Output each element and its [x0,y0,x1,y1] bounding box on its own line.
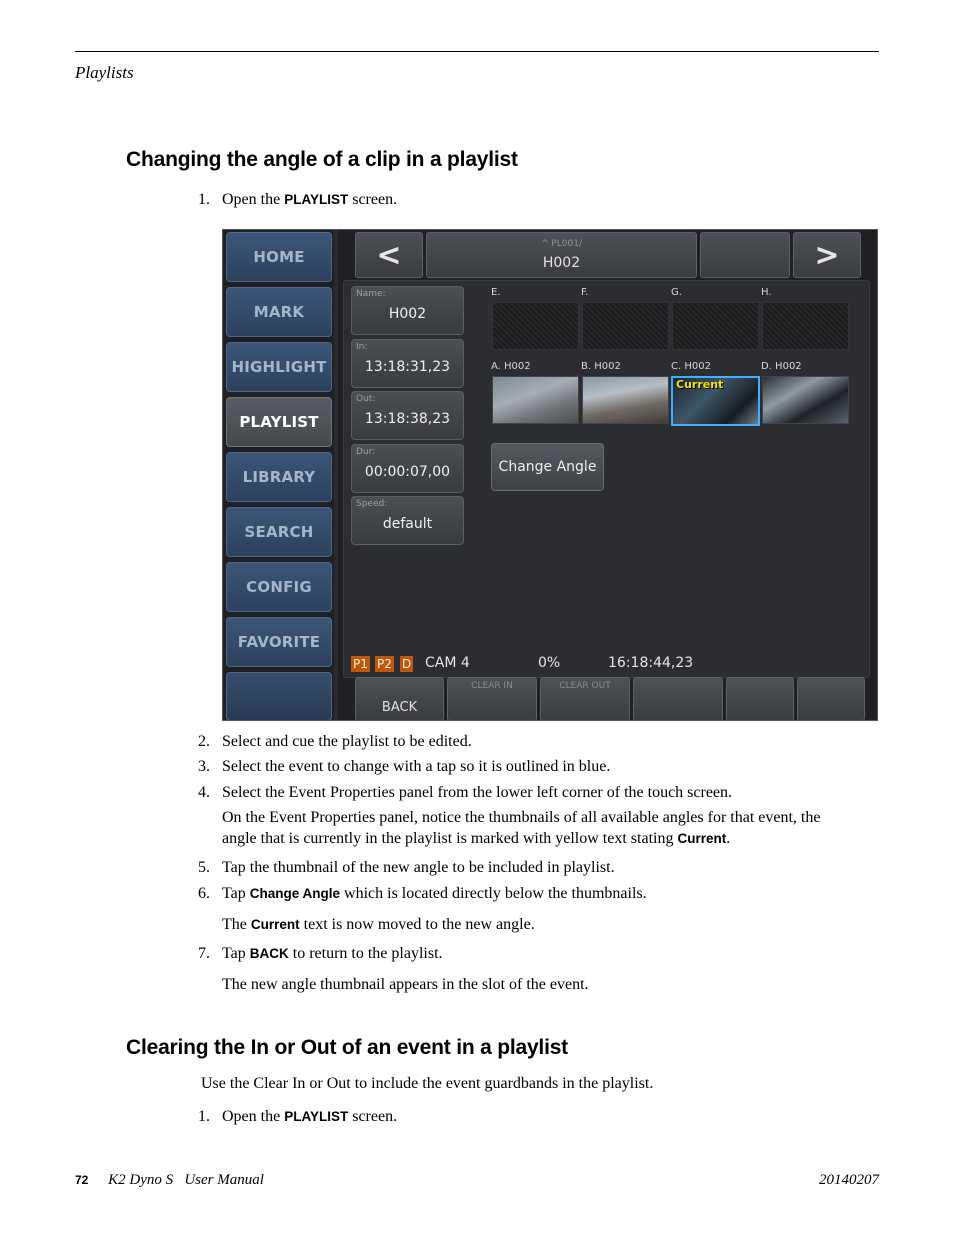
clip-title-bar [426,232,697,278]
step-6-note: The Current text is now moved to the new angle. [222,916,535,933]
next-arrow-button[interactable]: > [793,232,861,278]
angle-thumbnail-c[interactable] [671,376,760,426]
nav-highlight-button[interactable]: HIGHLIGHT [226,342,332,392]
camera-label: CAM 4 [425,655,470,671]
angle-slot-h[interactable] [762,302,849,350]
nav-mark-button[interactable]: MARK [226,287,332,337]
clear-in-button[interactable]: CLEAR IN [447,677,537,721]
change-angle-button[interactable]: Change Angle [491,443,604,491]
slot-label-f: F. [581,287,589,298]
prev-arrow-button[interactable]: < [355,232,423,278]
slot-label-c: C. H002 [671,361,711,372]
current-marker: Current [676,378,724,391]
clear-out-button[interactable]: CLEAR OUT [540,677,630,721]
slot-label-a: A. H002 [491,361,531,372]
in-field[interactable]: In: 13:18:31,23 [351,339,464,388]
dur-field[interactable]: Dur: 00:00:07,00 [351,444,464,493]
section-2-intro: Use the Clear In or Out to include the event guardbands in the playlist. [201,1075,654,1092]
nav-playlist-button[interactable]: PLAYLIST [226,397,332,447]
running-head: Playlists [75,63,134,82]
clip-title: H002 [542,255,581,271]
step-4-note-line-2: angle that is currently in the playlist is marked with yellow text stating Current. [222,830,731,847]
bottom-empty-button-2[interactable] [726,677,794,721]
slot-label-g: G. [671,287,682,298]
slot-label-d: D. H002 [761,361,802,372]
nav-library-button[interactable]: LIBRARY [226,452,332,502]
p1-badge: P1 [353,657,368,671]
angle-slot-f[interactable] [582,302,669,350]
angle-slot-g[interactable] [672,302,759,350]
slot-label-b: B. H002 [581,361,621,372]
nav-home-button[interactable]: HOME [226,232,332,282]
nav-favorite-button[interactable]: FAVORITE [226,617,332,667]
d-badge: D [402,657,412,671]
manual-title: K2 Dyno S User Manual [108,1172,264,1188]
bottom-empty-button-3[interactable] [797,677,865,721]
topbar-empty-button[interactable] [700,232,790,278]
out-field[interactable]: Out: 13:18:38,23 [351,391,464,440]
p2-badge: P2 [377,657,392,671]
nav-search-button[interactable]: SEARCH [226,507,332,557]
page-number: 72 [75,1173,89,1187]
timecode-readout: 16:18:44,23 [608,655,694,671]
name-field[interactable]: Name: H002 [351,286,464,335]
back-button[interactable]: BACK [355,677,444,721]
playlist-screenshot [222,229,878,721]
step-7-note: The new angle thumbnail appears in the slot of the event. [222,976,589,993]
bottom-empty-button-1[interactable] [633,677,723,721]
angle-thumbnail-a[interactable] [492,376,579,424]
status-bar [347,655,867,675]
section-heading-clear-in-out: Clearing the In or Out of an event in a playlist [126,1036,568,1059]
speed-field[interactable]: Speed: default [351,496,464,545]
section-heading-change-angle: Changing the angle of a clip in a playlist [126,148,518,171]
angle-slot-e[interactable] [492,302,579,350]
slot-label-h: H. [761,287,772,298]
footer-date: 20140207 [819,1172,879,1188]
slot-label-e: E. [491,287,501,298]
angle-thumbnail-d[interactable] [762,376,849,424]
nav-divider [334,230,338,721]
header-rule [75,51,879,52]
breadcrumb: ^ PL001/ [540,239,583,249]
nav-empty-button[interactable] [226,672,332,721]
nav-config-button[interactable]: CONFIG [226,562,332,612]
percent-readout: 0% [538,655,561,671]
step-4-note-line-1: On the Event Properties panel, notice the thumbnails of all available angles for that event, the [222,809,821,826]
angle-thumbnail-b[interactable] [582,376,669,424]
footer-left [75,1172,264,1189]
